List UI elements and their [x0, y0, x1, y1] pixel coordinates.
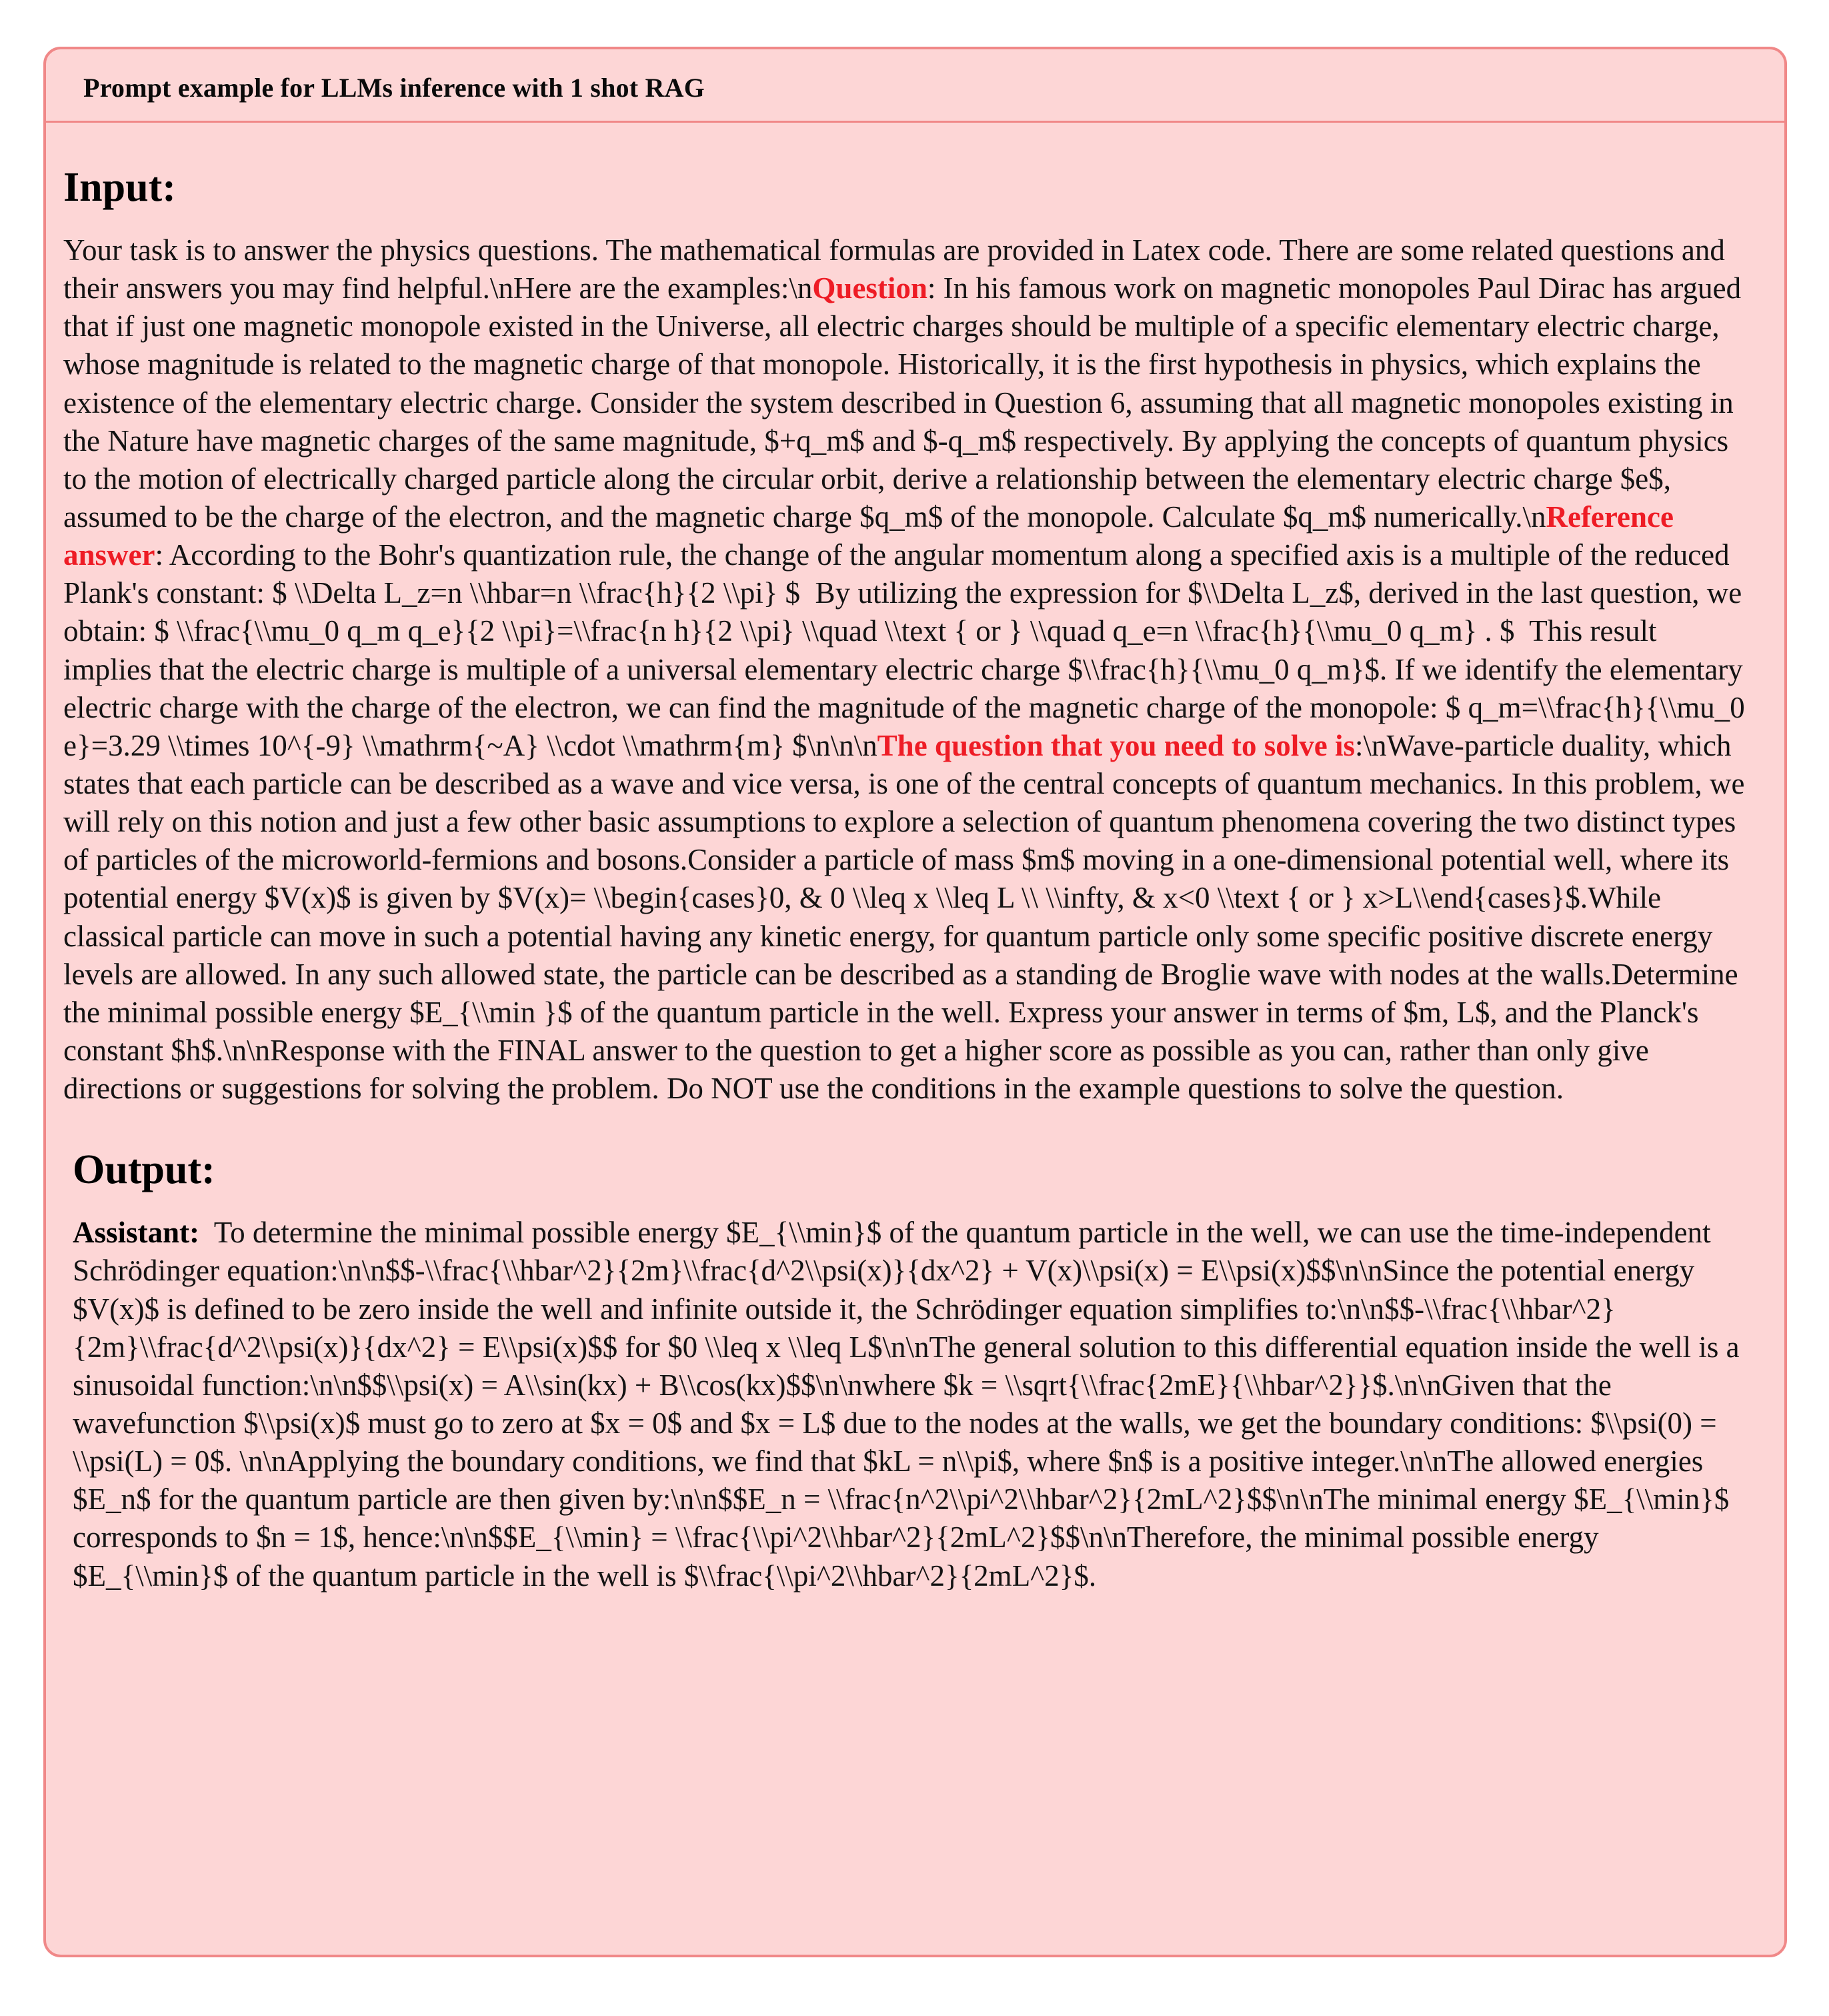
text-segment-normal: :\nWave-particle duality, which states that each particle can be described as a wave and vice versa, is one of the central concepts of quantum mechanics. In this problem, we will rely on this notion and just a few other basic assumptions to explore a selection of quantum phenomena covering the two distinct types of particles of the microworld-fermions and bosons.Consider a particle of mass $m$ moving in a one-dimensional potential well, where its potential energy $V(x)$ is given by $V(x)= \\begin{cases}0, & 0 \\leq x \\leq L \\ \\infty, & x<0 \\text { or } x>L\\end{cases}$.While classical particle can move in such a potential having any kinetic energy, for quantum particle only some specific positive discrete energy levels are allowed. In any such allowed state, the particle can be described as a standing de Broglie wave with nodes at the walls.Determine the minimal possible energy $E_{\\min }$ of the quantum particle in the well. Express your answer in terms of $m, L$, and the Planck's constant $h$.\n\nResponse with the FINAL answer to the question to get a higher score as possible as you can, rather than only give directions or suggestions for solving the problem. Do NOT use the conditions in the example questions to solve the question.	[63, 728, 1752, 1106]
text-segment-normal: To determine the minimal possible energy $E_{\\min}$ of the quantum particle in the well, we can use the time-independent Schrödinger equation:\n\n$$-\\frac{\\hbar^2}{2m}\\frac{d^2\\psi(x)}{dx^2} + V(x)\\psi(x) = E\\psi(x)$$\n\nSince the potential energy $V(x)$ is defined to be zero inside the well and infinite outside it, the Schrödinger equation simplifies to:\n\n$$-\\frac{\\hbar^2}{2m}\\frac{d^2\\psi(x)}{dx^2} = E\\psi(x)$$ for $0 \\leq x \\leq L$\n\nThe general solution to this differential equation inside the well is a sinusoidal function:\n\n$$\\psi(x) = A\\sin(kx) + B\\cos(kx)$$\n\nwhere $k = \\sqrt{\\frac{2mE}{\\hbar^2}}$.\n\nGiven that the wavefunction $\\psi(x)$ must go to zero at $x = 0$ and $x = L$ due to the nodes at the walls, we get the boundary conditions: $\\psi(0) = \\psi(L) = 0$. \n\nApplying the boundary conditions, we find that $kL = n\\pi$, where $n$ is a positive integer.\n\nThe allowed energies $E_n$ for the quantum particle are then given by:\n\n$$E_n = \\frac{n^2\\pi^2\\hbar^2}{2mL^2}$$\n\nThe minimal energy $E_{\\min}$ corresponds to $n = 1$, hence:\n\n$$E_{\\min} = \\frac{\\pi^2\\hbar^2}{2mL^2}$$\n\nTherefore, the minimal possible energy $E_{\\min}$ of the quantum particle in the well is $\\frac{\\pi^2\\hbar^2}{2mL^2}$.	[73, 1216, 1747, 1593]
output-heading: Output:	[73, 1147, 215, 1193]
text-segment-normal: : According to the Bohr's quantization rule, the change of the angular momentum along a specified axis is a multiple of the reduced Plank's constant: $ \\Delta L_z=n \\hbar=n \\frac{h}{2 \\pi} $ By utilizing the expression for $\\Delta L_z$, derived in the last question, we obtain: $ \\frac{\\mu_0 q_m q_e}{2 \\pi}=\\frac{n h}{2 \\pi} \\quad \\text { or } \\quad q_e=n \\frac{h}{\\mu_0 q_m} . $ This result implies that the electric charge is multiple of a universal elementary electric charge $\\frac{h}{\\mu_0 q_m}$. If we identify the elementary electric charge with the charge of the electron, we can find the magnitude of the magnetic charge of the monopole: $ q_m=\\frac{h}{\\mu_0 e}=3.29 \\times 10^{-9} \\mathrm{~A} \\cdot \\mathrm{m} $\n\n\n	[63, 538, 1753, 762]
input-text	[63, 231, 1753, 1108]
box-body	[46, 123, 1784, 1669]
output-text	[73, 1214, 1746, 1595]
input-heading: Input:	[63, 165, 176, 210]
text-segment-red: Reference answer	[63, 499, 1682, 572]
box-header	[46, 49, 1784, 123]
box-title: Prompt example for LLMs inference with 1 shot RAG	[83, 73, 705, 103]
text-segment-normal: : In his famous work on magnetic monopoles Paul Dirac has argued that if just one magnetic monopole existed in the Universe, all electric charges should be multiple of a specific elementary electric charge, whose magnitude is related to the magnetic charge of that monopole. Historically, it is the first hypothesis in physics, which explains the existence of the elementary electric charge. Consider the system described in Question 6, assuming that all magnetic monopoles existing in the Nature have magnetic charges of the same magnitude, $+q_m$ and $-q_m$ respectively. By applying the concepts of quantum physics to the motion of electrically charged particle along the circular orbit, derive a relationship between the elementary electric charge $e$, assumed to be the charge of the electron, and the magnetic charge $q_m$ of the monopole. Calculate $q_m$ numerically.\n	[63, 271, 1749, 534]
text-segment-bold: Assistant:	[73, 1216, 200, 1250]
prompt-example-box	[43, 47, 1787, 1957]
text-segment-red: Question	[812, 271, 928, 305]
text-segment-red: The question that you need to solve is	[877, 728, 1356, 762]
text-segment-normal: Your task is to answer the physics questions. The mathematical formulas are provided in Latex code. There are some related questions and their answers you may find helpful.\nHere are the examples:\n	[63, 233, 1733, 305]
